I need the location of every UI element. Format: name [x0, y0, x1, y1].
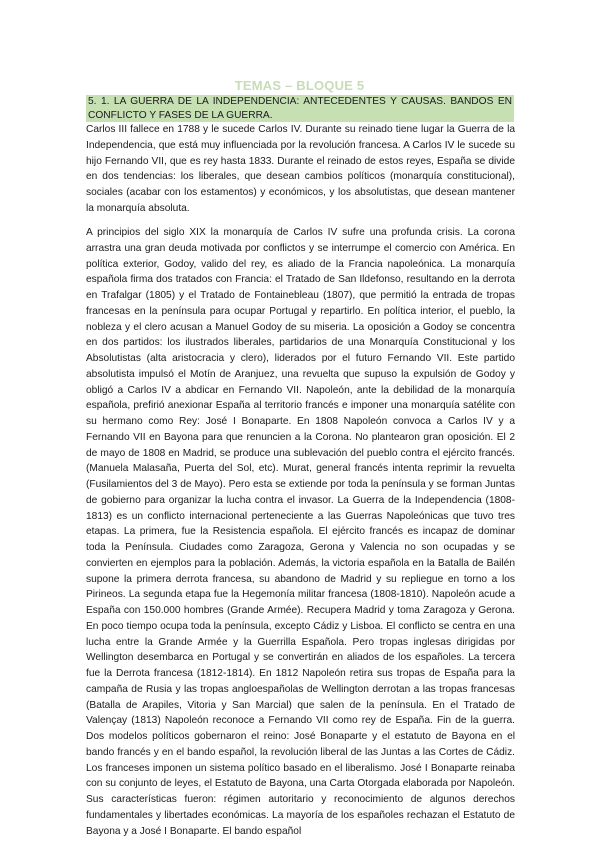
paragraph-intro: Carlos III fallece en 1788 y le sucede Carlos IV. Durante su reinado tiene lugar la Guerra de la Independencia, que está muy influenciada por la revolución francesa. A Carlos IV le sucede su hijo Fernando VII, que es rey hasta 1833. Durante el reinado de estos reyes, España se divide en dos tendencias: los liberales, que desean cambios políticos (monarquía constitucional), sociales (acabar con los estamentos) y económicos, y los absolutistas, que desean mantener la monarquía absoluta.	[86, 124, 515, 214]
page-title: TEMAS – BLOQUE 5	[234, 78, 365, 93]
paragraph-body: A principios del siglo XIX la monarquía de Carlos IV sufre una profunda crisis. La corona arrastra una gran deuda motivada por conflictos y se interrumpe el comercio con América. En política exterior, Godoy, valido del rey, es aliado de la Francia napoleónica. La monarquía española firma dos tratados con Francia: el Tratado de San Ildefonso, resultando en la derrota en Trafalgar (1805) y el Tratado de Fontainebleau (1807), que permitió la entrada de tropas francesas en la península para ocupar Portugal y repartirlo. En política interior, el pueblo, la nobleza y el clero acusan a Manuel Godoy de su miseria. La oposición a Godoy se concentra en dos partidos: los ilustrados liberales, partidarios de una Monarquía Constitucional y los Absolutistas (alta aristocracia y clero), liderados por el futuro Fernando VII. Este partido absolutista impulsó el Motín de Aranjuez, una revuelta que supuso la expulsión de Godoy y obligó a Carlos IV a abdicar en Fernando VII. Napoleón, ante la debilidad de la monarquía española, prefirió anexionar España al territorio francés e imponer una monarquía satélite con su hermano como Rey: José I Bonaparte. En 1808 Napoleón convoca a Carlos IV y a Fernando VII en Bayona para que renuncien a la Corona. No plantearon gran oposición. El 2 de mayo de 1808 en Madrid, se produce una sublevación del pueblo contra el ejército francés. (Manuela Malasaña, Puerta del Sol, etc). Murat, general francés intenta reprimir la revuelta (Fusilamientos del 3 de Mayo). Pero esta se extiende por toda la península y se forman Juntas de gobierno para organizar la lucha contra el invasor. La Guerra de la Independencia (1808-1813) es un conflicto internacional perteneciente a las Guerras Napoleónicas que tuvo tres etapas. La primera, fue la Resistencia española. El ejército francés es incapaz de dominar toda la Península. Ciudades como Zaragoza, Gerona y Valencia no son ocupadas y se convierten en ejemplos para la población. Además, la victoria española en la Batalla de Bailén supone la primera derrota francesa, su abandono de Madrid y su repliegue en torno a los Pirineos. La segunda etapa fue la Hegemonía militar francesa (1808-1810). Napoleón acude a España con 150.000 hombres (Grande Armée). Recupera Madrid y toma Zaragoza y Gerona. En poco tiempo ocupa toda la península, excepto Cádiz y Lisboa. El conflicto se centra en una lucha entre la Grande Armée y la Guerrilla Española. Pero tropas inglesas dirigidas por Wellington desembarca en Portugal y se convertirán en aliados de los españoles. La tercera fue la Derrota francesa (1812-1814). En 1812 Napoleón retira sus tropas de España para la campaña de Rusia y las tropas angloespañolas de Wellington derrotan a las tropas francesas (Batalla de Arapiles, Vitoria y San Marcial) que salen de la península. En el Tratado de Valençay (1813) Napoleón reconoce a Fernando VII como rey de España. Fin de la guerra. Dos modelos políticos gobernaron el reino: José Bonaparte y el estatuto de Bayona en el bando francés y en el bando español, la revolución liberal de las Juntas a las Cortes de Cádiz. Los franceses imponen un sistema político basado en el liberalismo. José I Bonaparte reinaba con su conjunto de leyes, el Estatuto de Bayona, una Carta Otorgada elaborada por Napoleón. Sus características fueron: régimen autoritario y reconocimiento de algunos derechos fundamentales y libertades económicas. La mayoría de los españoles rechazan el Estatuto de Bayona y a José I Bonaparte. El bando español	[86, 227, 515, 837]
section-heading: 5. 1. LA GUERRA DE LA INDEPENDENCIA: ANTECEDENTES Y CAUSAS. BANDOS EN CONFLICTO Y FASES DE LA GUERRA.	[88, 96, 512, 121]
